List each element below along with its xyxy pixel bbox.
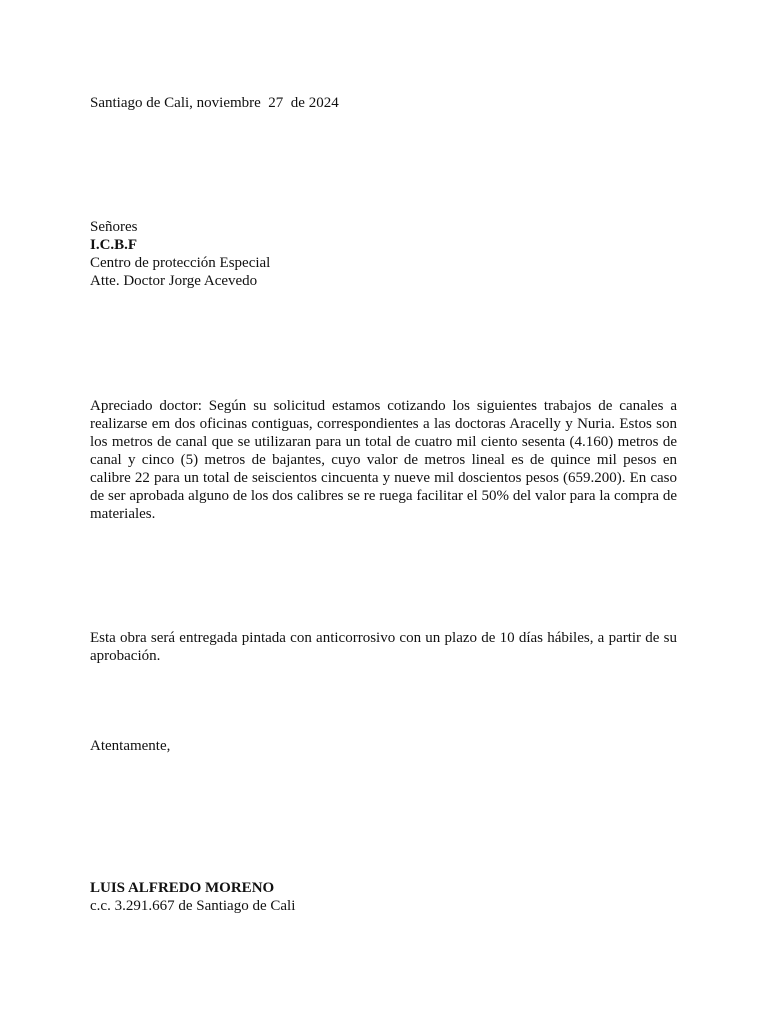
closing-text: Atentamente, — [90, 738, 171, 754]
recipient-attention: Atte. Doctor Jorge Acevedo — [90, 273, 258, 289]
date-line-block — [90, 94, 677, 112]
recipient-salutation: Señores — [90, 219, 138, 235]
signature-name: LUIS ALFREDO MORENO — [90, 880, 275, 896]
recipient-department: Centro de protección Especial — [90, 255, 271, 271]
body-paragraph-quote: Apreciado doctor: Según su solicitud estamos cotizando los siguientes trabajos de canales a realizarse em dos oficinas contiguas, correspondientes a las doctoras Aracelly y Nuria. Estos son los metros de canal que se utilizaran para un total de cuatro mil ciento sesenta (4.160) metros de canal y cinco (5) metros de bajantes, cuyo valor de metros lineal es de quince mil pesos en calibre 22 para un total de seiscientos cincuenta y nueve mil doscientos pesos (659.200). En caso de ser aprobada alguno de los dos calibres se re ruega facilitar el 50% del valor para la compra de materiales. — [90, 398, 677, 522]
closing-block — [90, 737, 677, 755]
signature-id-line: c.c. 3.291.667 de Santiago de Cali — [90, 898, 296, 914]
body-paragraph-delivery: Esta obra será entregada pintada con anticorrosivo con un plazo de 10 días hábiles, a partir de su aprobación. — [90, 630, 677, 664]
recipient-organization: I.C.B.F — [90, 237, 138, 253]
signature-block — [90, 879, 677, 915]
recipient-block — [90, 218, 677, 290]
date-line: Santiago de Cali, noviembre 27 de 2024 — [90, 95, 339, 111]
